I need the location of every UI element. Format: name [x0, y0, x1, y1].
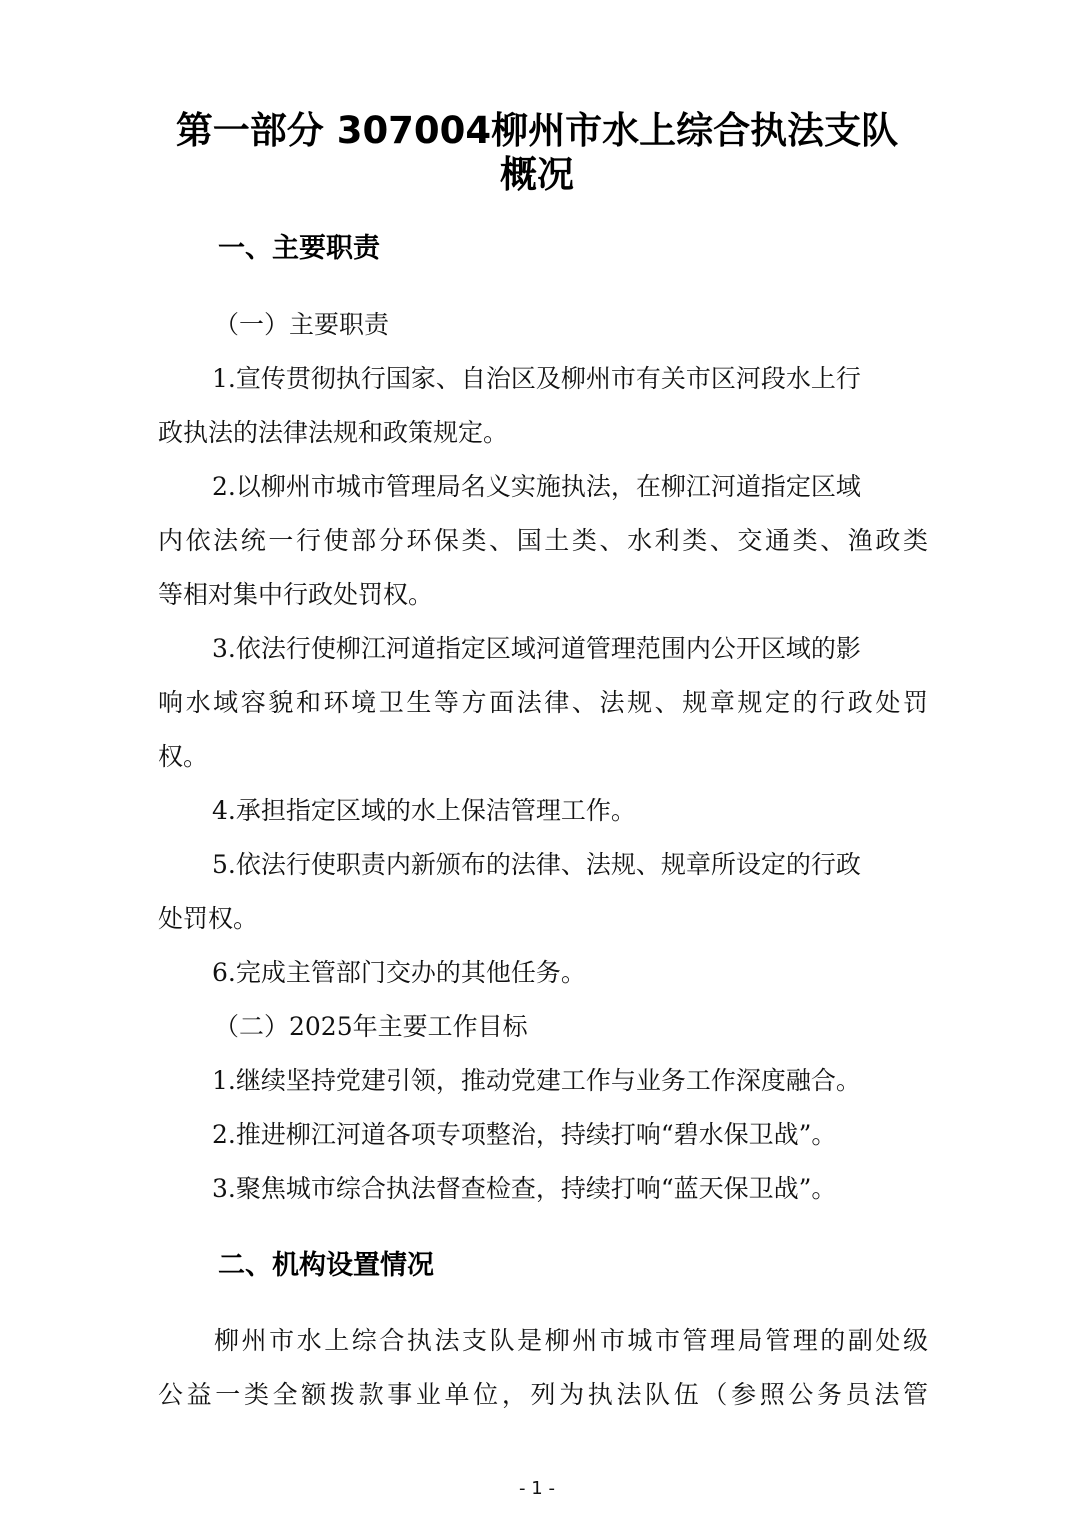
organization-para-line-1: 柳州市水上综合执法支队是柳州市城市管理局管理的副处级: [214, 1326, 928, 1355]
section-heading-main-duties: 一、主要职责: [218, 233, 380, 264]
duty-2-line-3: 等相对集中行政处罚权。: [158, 580, 434, 609]
goal-3: 3.聚焦城市综合执法督查检查，持续打响“蓝天保卫战”。: [212, 1174, 837, 1203]
duty-5-line-1: 5.依法行使职责内新颁布的法律、法规、规章所设定的行政: [212, 850, 861, 879]
duty-4-line-1: 4.承担指定区域的水上保洁管理工作。: [212, 796, 636, 825]
duty-2-line-1: 2.以柳州市城市管理局名义实施执法，在柳江河道指定区域: [212, 472, 861, 501]
duty-3-line-3: 权。: [158, 742, 209, 771]
goal-2: 2.推进柳江河道各项专项整治，持续打响“碧水保卫战”。: [212, 1120, 837, 1149]
document-title-line-1: 第一部分 307004柳州市水上综合执法支队: [175, 109, 899, 152]
duty-1-line-2: 政执法的法律法规和政策规定。: [158, 418, 509, 447]
organization-para-line-2: 公益一类全额拨款事业单位，列为执法队伍（参照公务员法管: [158, 1380, 928, 1409]
subheading-2025-goals: （二）2025年主要工作目标: [214, 1012, 528, 1041]
duty-3-line-2: 响水域容貌和环境卫生等方面法律、法规、规章规定的行政处罚: [158, 688, 928, 717]
page-number: - 1 -: [519, 1478, 555, 1499]
subheading-main-duties: （一）主要职责: [214, 310, 390, 339]
duty-5-line-2: 处罚权。: [158, 904, 259, 933]
duty-2-line-2: 内依法统一行使部分环保类、国土类、水利类、交通类、渔政类: [158, 526, 928, 555]
duty-1-line-1: 1.宣传贯彻执行国家、自治区及柳州市有关市区河段水上行: [212, 364, 861, 393]
goal-1: 1.继续坚持党建引领，推动党建工作与业务工作深度融合。: [212, 1066, 861, 1095]
duty-3-line-1: 3.依法行使柳江河道指定区域河道管理范围内公开区域的影: [212, 634, 861, 663]
document-title-line-2: 概况: [500, 153, 574, 196]
duty-6-line-1: 6.完成主管部门交办的其他任务。: [212, 958, 586, 987]
section-heading-organization: 二、机构设置情况: [218, 1250, 434, 1281]
